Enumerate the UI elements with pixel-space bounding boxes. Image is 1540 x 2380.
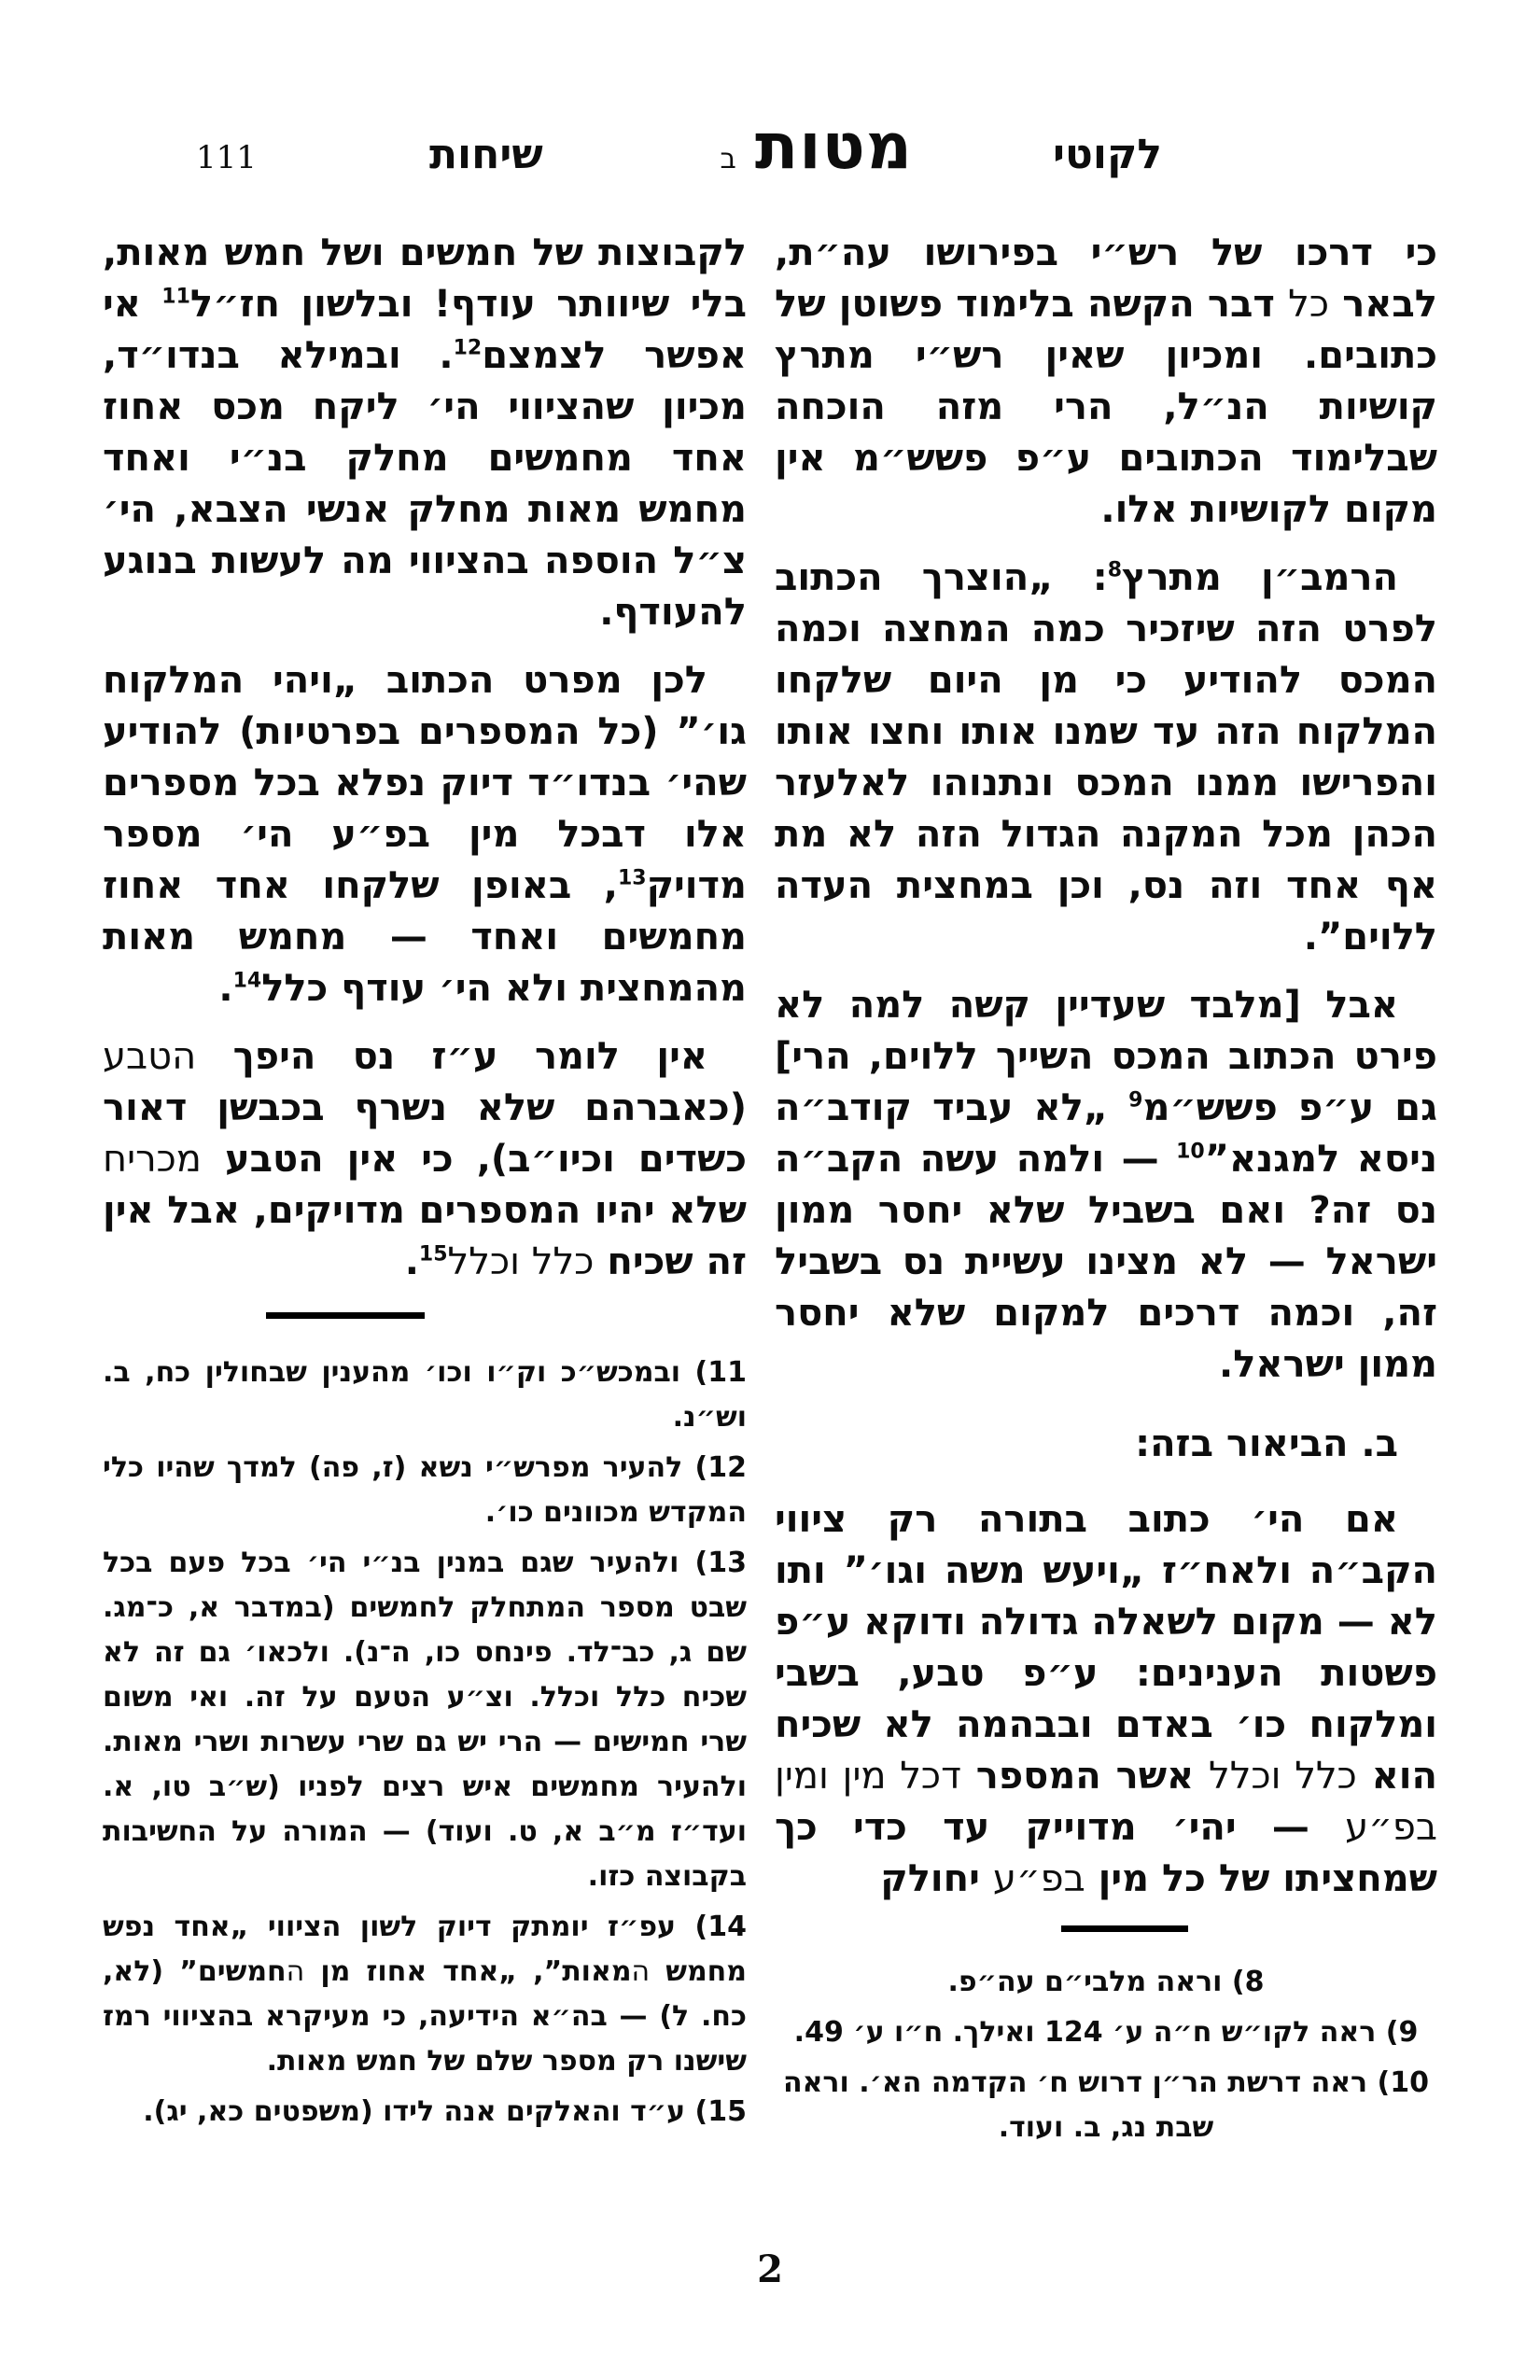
footnote-ref: 8: [1107, 558, 1123, 582]
text-segment: כלל וכלל: [1209, 1755, 1357, 1798]
column-right: [775, 228, 1437, 2156]
text-segment: הרמב״ן מתרץ: [1122, 556, 1398, 599]
paragraph: [775, 2010, 1437, 2055]
column-right-footnotes: [775, 1960, 1437, 2150]
text-segment: .: [404, 1240, 419, 1283]
column-left-footnotes: [103, 1351, 747, 2135]
text-segment: יחולק: [880, 1857, 993, 1900]
header-parsha-title: [717, 110, 913, 184]
text-segment: 13) ולהעיר שגם במנין בנ״י הי׳ בכל פעם בכל שבט מספר המתחלק לחמשים (במדבר א, כ־מג. שם ג, כב־לד. פינחס כו, ה־נ). ולכאו׳ גם זה לא שכיח כלל וכלל. וצ״ע הטעם על זה. ואי משום שרי חמישים — הרי יש גם שרי עשרות ושרי מאות. ולהעיר מחמשים איש רצים לפניו (ש״ב טו, א. ועד״ז מ״ב א, ט. ועוד) — המורה על החשיבות בקבוצה כזו.: [103, 1547, 747, 1893]
text-segment: — ולמה עשה הקב״ה נס זה? ואם בשביל שלא יחסר ממון ישראל — לא מצינו עשיית נס בשביל זה, וכמה דרכים למקום שלא יחסר ממון ישראל.: [775, 1138, 1437, 1386]
footnote-ref: 11: [161, 285, 190, 309]
text-segment: 11) ובמכש״כ וק״ו וכו׳ מהענין שבחולין כח, ב. וש״נ.: [103, 1356, 747, 1434]
paragraph: [103, 1905, 747, 2084]
text-segment: אי אפשר לצמצם: [103, 283, 748, 377]
text-segment: מאות”, „אחד אחוז מן: [304, 1955, 632, 1988]
paragraph: [103, 1446, 747, 1535]
text-segment: , באופן שלקחו אחד אחוז מחמשים ואחד — מחמש מאות מהמחצית ולא הי׳ עודף כלל: [103, 864, 747, 1010]
footnote-ref: 13: [617, 866, 647, 890]
paragraph: [103, 1351, 747, 1440]
paragraph: [103, 2090, 747, 2135]
text-segment: ה: [631, 1955, 651, 1988]
footnote-separator-left: [266, 1312, 425, 1319]
text-segment: ה: [286, 1955, 305, 1988]
paragraph: [775, 553, 1437, 963]
text-segment: : „הוצרך הכתוב לפרט הזה שיזכיר כמה המחצה וכמה המכס להודיע כי מן היום שלקחו המלקוח הזה עד שמנו אותו וחצו אותו והפרישו ממנו המכס ונתנוהו לאלעזר הכהן מכל המקנה הגדול הזה לא מת אף אחד וזה נס, וכן במחצית העדה ללוים”.: [775, 556, 1437, 959]
text-segment: . ובמילא בנדו״ד, מכיון שהציווי הי׳ ליקח מכס אחוז אחד מחמשים מחלק בנ״י ואחד מחמש מאות מחלק אנשי הצבא, הי׳ צ״ל הוספה בהציווי מה לעשות בנוגע להעודף.: [103, 334, 747, 634]
paragraph: [103, 1541, 747, 1899]
header-parsha-name: מטות: [754, 110, 913, 184]
text-segment: „לא עביד קודב״ה ניסא למגנא”: [775, 1086, 1437, 1181]
text-segment: אם הי׳ כתוב בתורה רק ציווי הקב״ה ולאח״ז „ויעש משה וגו׳” ותו לא — מקום לשאלה גדולה ודוקא ע״פ פשטות הענינים: ע״פ טבע, בשבי ומלקוח כו׳ באדם ובבהמה לא שכיח הוא: [775, 1498, 1437, 1798]
footnote-ref: 14: [232, 969, 262, 993]
header-series-subtitle: שיחות: [429, 131, 543, 178]
text-segment: מכריח: [103, 1138, 202, 1181]
text-segment: — יהי׳ מדוייק עד כדי כך שמחציתו של כל מין: [775, 1806, 1437, 1900]
text-segment: אבל [מלבד שעדיין קשה למה לא פירט הכתוב המכס השייך ללוים, הרי] גם ע״פ פשש״מ: [775, 984, 1437, 1129]
text-segment: דבר הקשה בלימוד פשוטן של כתובים. ומכיון שאין רש״י מתרץ קושיות הנ״ל, הרי מזה הוכחה שבלימוד הכתובים ע״פ פשש״מ אין מקום לקושיות אלו.: [775, 283, 1437, 531]
footnote-ref: 10: [1176, 1140, 1205, 1164]
column-left-body: [103, 228, 747, 1288]
paragraph: [775, 2061, 1437, 2150]
text-segment: ב. הביאור בזה:: [1135, 1422, 1398, 1465]
bottom-page-number: 2: [757, 2247, 783, 2291]
paragraph: [103, 1031, 747, 1288]
text-segment: לכן מפרט הכתוב „ויהי המלקוח גו׳” (כל המספרים בפרטיות) להודיע שהי׳ בנדו״ד דיוק נפלא בכל מספרים אלו דבכל מין בפ״ע הי׳ מספר מדויק: [103, 659, 747, 907]
text-columns: [103, 228, 1437, 2156]
text-segment: אשר המספר: [960, 1755, 1210, 1798]
text-segment: 14) עפ״ז יומתק דיוק לשון הציווי „אחד נפש מחמש: [103, 1911, 747, 1988]
text-segment: דכל מין ומין בפ״ע: [775, 1755, 1437, 1849]
paragraph: [775, 1494, 1437, 1905]
page-footer: [0, 2247, 1540, 2291]
section-heading: [775, 1419, 1437, 1470]
text-segment: לקבוצות של חמשים ושל חמש מאות, בלי שיוותר עודף! ובלשון חז״ל: [103, 231, 747, 326]
text-segment: 12) להעיר מפרש״י נשא (ז, פה) למדך שהיו כלי המקדש מכוונים כו׳.: [103, 1451, 747, 1529]
text-segment: 15) ע״ד והאלקים אנה לידו (משפטים כא, יג).: [143, 2095, 747, 2128]
text-segment: אין לומר ע״ז נס היפך: [196, 1035, 707, 1078]
text-segment: 10) ראה דרשת הר״ן דרוש ח׳ הקדמה הא׳. וראה שבת נג, ב. ועוד.: [782, 2066, 1430, 2144]
text-segment: שלא יהיו המספרים מדויקים, אבל אין זה שכיח: [103, 1189, 747, 1283]
column-left: [103, 228, 747, 2156]
text-segment: 8) וראה מלבי״ם עה״פ.: [947, 1966, 1265, 1998]
footnote-ref: 9: [1128, 1088, 1143, 1113]
paragraph: [103, 228, 747, 638]
footnote-separator-right: [1061, 1925, 1188, 1932]
text-segment: .: [218, 967, 233, 1010]
footnote-ref: 15: [418, 1242, 448, 1267]
text-segment: (כאברהם שלא נשרף בכבשן דאור כשדים וכיו״ב), כי אין הטבע: [103, 1086, 747, 1181]
text-segment: הטבע: [103, 1035, 197, 1078]
text-segment: חמשים” (לא, כח. ל) — בה״א הידיעה, כי מעיקרא בהציווי רמז שישנו רק מספר שלם של חמש מאות.: [103, 1955, 747, 2078]
footnote-ref: 12: [453, 336, 483, 360]
header-series-title: לקוטי: [1053, 131, 1162, 178]
paragraph: [103, 655, 747, 1015]
text-segment: 9) ראה לקו״ש ח״ה ע׳ 124 ואילך. ח״ו ע׳ 49.: [793, 2016, 1419, 2049]
column-right-body: [775, 228, 1437, 1905]
text-segment: כי דרכו של רש״י בפירושו עה״ת, לבאר: [775, 231, 1437, 326]
text-segment: כלל וכלל: [447, 1240, 595, 1283]
header-page-number: 111: [196, 139, 257, 176]
paragraph: [775, 1960, 1437, 2005]
paragraph: [775, 980, 1437, 1391]
text-segment: בפ״ע: [992, 1857, 1085, 1900]
paragraph: [775, 228, 1437, 536]
text-segment: כל: [1288, 283, 1329, 326]
header-section-letter: ב: [720, 143, 736, 175]
page-header: [0, 105, 1540, 184]
